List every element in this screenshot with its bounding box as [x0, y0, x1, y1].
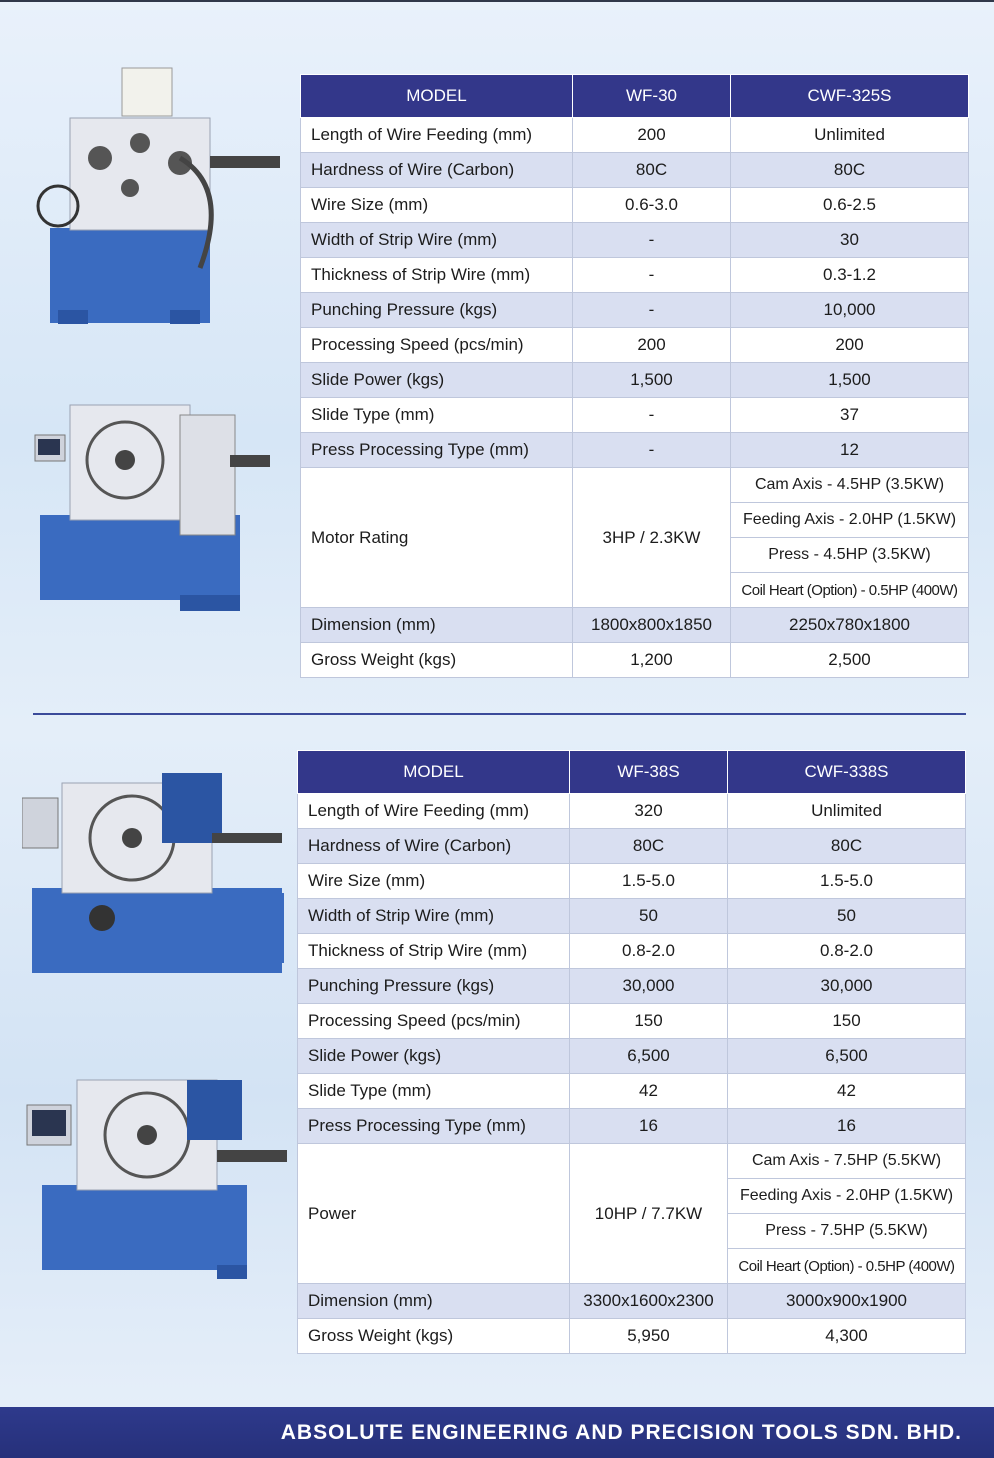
motor-rating-b-line: Coil Heart (Option) - 0.5HP (400W): [731, 573, 969, 608]
value-b: Unlimited: [731, 118, 969, 153]
header-model-b: CWF-325S: [731, 75, 969, 118]
value-a: 80C: [573, 153, 731, 188]
row-label: Gross Weight (kgs): [298, 1319, 570, 1354]
footer-company-banner: [0, 1407, 994, 1458]
row-label: Press Processing Type (mm): [301, 433, 573, 468]
value-a: 0.8-2.0: [570, 934, 728, 969]
value-b: 80C: [728, 829, 966, 864]
cwf-338s-machine-image: [22, 1050, 294, 1290]
value-b: Unlimited: [728, 794, 966, 829]
row-label: Hardness of Wire (Carbon): [301, 153, 573, 188]
row-label: Processing Speed (pcs/min): [301, 328, 573, 363]
row-label: Slide Power (kgs): [301, 363, 573, 398]
value-b: 37: [731, 398, 969, 433]
row-label: Slide Type (mm): [301, 398, 573, 433]
table-row: [301, 153, 969, 188]
table-row: [298, 1109, 966, 1144]
row-label: Length of Wire Feeding (mm): [301, 118, 573, 153]
value-b: 2250x780x1800: [731, 608, 969, 643]
row-label: Slide Power (kgs): [298, 1039, 570, 1074]
row-label: Gross Weight (kgs): [301, 643, 573, 678]
wf-38s-machine-image: [22, 748, 292, 988]
motor-rating-b-line: Press - 4.5HP (3.5KW): [731, 538, 969, 573]
value-b: 0.8-2.0: [728, 934, 966, 969]
power-b-line: Feeding Axis - 2.0HP (1.5KW): [728, 1179, 966, 1214]
value-a: 150: [570, 1004, 728, 1039]
row-label: Processing Speed (pcs/min): [298, 1004, 570, 1039]
value-b: 80C: [731, 153, 969, 188]
row-label: Slide Type (mm): [298, 1074, 570, 1109]
value-a: 1800x800x1850: [573, 608, 731, 643]
value-b: 10,000: [731, 293, 969, 328]
power-a: 10HP / 7.7KW: [570, 1144, 728, 1284]
table-row: [298, 899, 966, 934]
row-label: Thickness of Strip Wire (mm): [301, 258, 573, 293]
value-b: 42: [728, 1074, 966, 1109]
table-row: [301, 643, 969, 678]
spec-table-2: [297, 750, 966, 1354]
table-row: [298, 1144, 966, 1179]
value-a: 6,500: [570, 1039, 728, 1074]
table-row: [301, 608, 969, 643]
row-label: Width of Strip Wire (mm): [301, 223, 573, 258]
motor-rating-label: Motor Rating: [301, 468, 573, 608]
row-label: Width of Strip Wire (mm): [298, 899, 570, 934]
header-model: MODEL: [301, 75, 573, 118]
power-b-line: Coil Heart (Option) - 0.5HP (400W): [728, 1249, 966, 1284]
table-row: [298, 1074, 966, 1109]
row-label: Punching Pressure (kgs): [301, 293, 573, 328]
table-row: [298, 794, 966, 829]
row-label: Dimension (mm): [301, 608, 573, 643]
table-row: [298, 1284, 966, 1319]
value-b: 2,500: [731, 643, 969, 678]
value-a: -: [573, 293, 731, 328]
value-a: 16: [570, 1109, 728, 1144]
row-label: Dimension (mm): [298, 1284, 570, 1319]
motor-rating-b-line: Feeding Axis - 2.0HP (1.5KW): [731, 503, 969, 538]
value-b: 12: [731, 433, 969, 468]
top-rule: [0, 0, 994, 2]
value-b: 1,500: [731, 363, 969, 398]
value-a: 3300x1600x2300: [570, 1284, 728, 1319]
value-b: 150: [728, 1004, 966, 1039]
value-a: 0.6-3.0: [573, 188, 731, 223]
header-model: MODEL: [298, 751, 570, 794]
table-row: [301, 468, 969, 503]
row-label: Wire Size (mm): [298, 864, 570, 899]
value-a: 200: [573, 118, 731, 153]
row-label: Press Processing Type (mm): [298, 1109, 570, 1144]
table-row: [301, 328, 969, 363]
value-b: 0.6-2.5: [731, 188, 969, 223]
value-b: 0.3-1.2: [731, 258, 969, 293]
value-a: 1,200: [573, 643, 731, 678]
value-a: 320: [570, 794, 728, 829]
wf-30-machine-image: [30, 48, 290, 328]
table-row: [301, 118, 969, 153]
table-row: [301, 398, 969, 433]
table-row: [298, 864, 966, 899]
value-b: 4,300: [728, 1319, 966, 1354]
value-b: 3000x900x1900: [728, 1284, 966, 1319]
header-model-b: CWF-338S: [728, 751, 966, 794]
table-row: [301, 223, 969, 258]
table-row: [298, 1004, 966, 1039]
cwf-325s-machine-image: [30, 355, 290, 620]
table-row: [298, 969, 966, 1004]
value-a: 1,500: [573, 363, 731, 398]
value-a: 42: [570, 1074, 728, 1109]
table-row: [301, 258, 969, 293]
value-a: 80C: [570, 829, 728, 864]
value-a: 1.5-5.0: [570, 864, 728, 899]
spec-table-1: [300, 74, 969, 678]
header-model-a: WF-30: [573, 75, 731, 118]
row-label: Hardness of Wire (Carbon): [298, 829, 570, 864]
value-a: 50: [570, 899, 728, 934]
row-label: Thickness of Strip Wire (mm): [298, 934, 570, 969]
table-row: [301, 293, 969, 328]
power-b-line: Press - 7.5HP (5.5KW): [728, 1214, 966, 1249]
row-label: Punching Pressure (kgs): [298, 969, 570, 1004]
value-b: 50: [728, 899, 966, 934]
header-model-a: WF-38S: [570, 751, 728, 794]
value-a: -: [573, 433, 731, 468]
value-b: 30: [731, 223, 969, 258]
table-row: [301, 188, 969, 223]
value-b: 1.5-5.0: [728, 864, 966, 899]
row-label: Wire Size (mm): [301, 188, 573, 223]
value-a: -: [573, 223, 731, 258]
value-a: 5,950: [570, 1319, 728, 1354]
table-row: [298, 829, 966, 864]
section-divider: [33, 713, 966, 715]
table-row: [301, 363, 969, 398]
value-b: 200: [731, 328, 969, 363]
motor-rating-b-line: Cam Axis - 4.5HP (3.5KW): [731, 468, 969, 503]
power-label: Power: [298, 1144, 570, 1284]
table-row: [298, 934, 966, 969]
motor-rating-a: 3HP / 2.3KW: [573, 468, 731, 608]
value-a: -: [573, 258, 731, 293]
table-row: [301, 433, 969, 468]
value-a: 200: [573, 328, 731, 363]
row-label: Length of Wire Feeding (mm): [298, 794, 570, 829]
value-b: 16: [728, 1109, 966, 1144]
table-row: [298, 1319, 966, 1354]
value-b: 30,000: [728, 969, 966, 1004]
power-b-line: Cam Axis - 7.5HP (5.5KW): [728, 1144, 966, 1179]
value-a: -: [573, 398, 731, 433]
company-name: ABSOLUTE ENGINEERING AND PRECISION TOOLS SDN. BHD.: [280, 1420, 962, 1444]
table-row: [298, 1039, 966, 1074]
value-a: 30,000: [570, 969, 728, 1004]
value-b: 6,500: [728, 1039, 966, 1074]
